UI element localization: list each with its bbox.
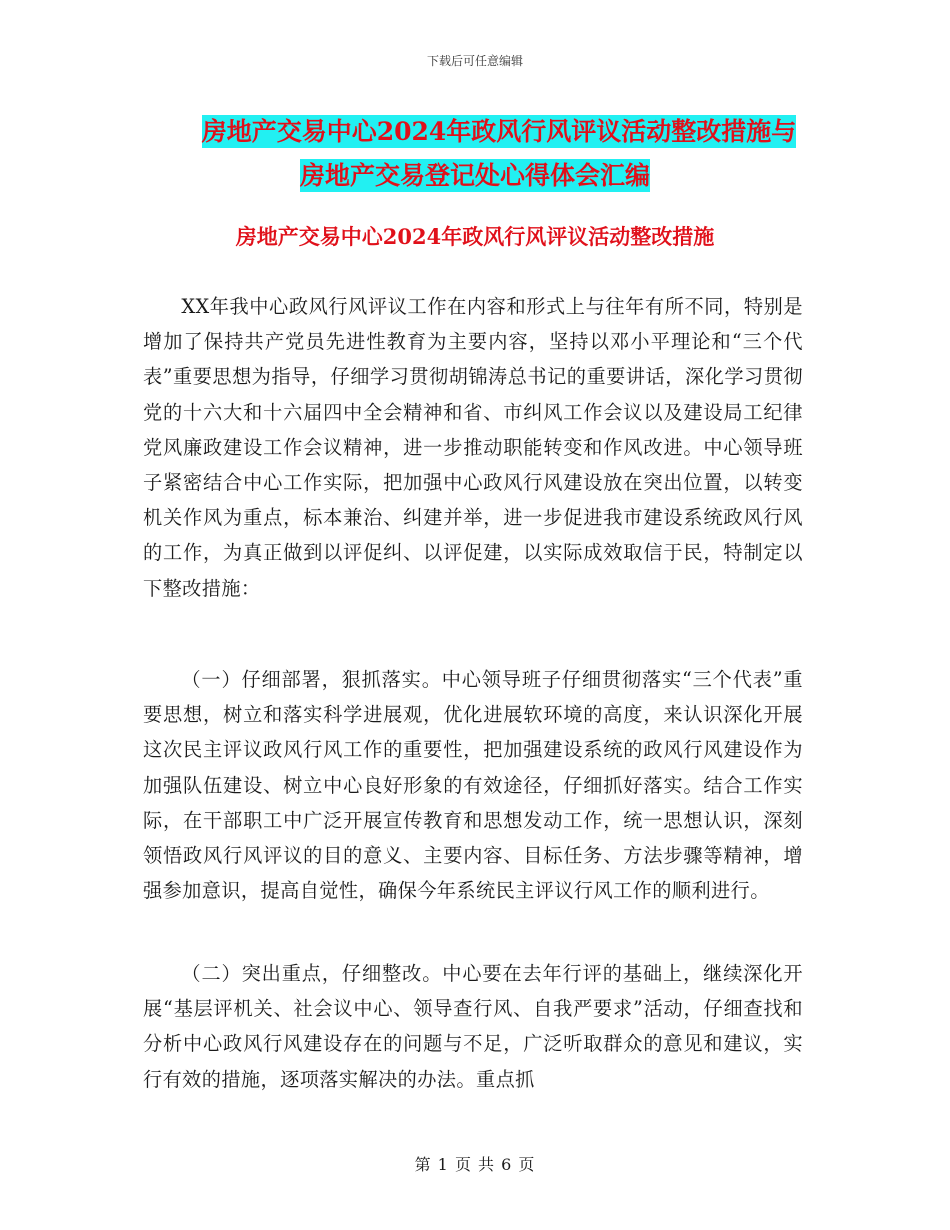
section-title: 房地产交易中心2024年政风行风评议活动整改措施 <box>235 224 715 249</box>
body-paragraph: XX年我中心政风行风评议工作在内容和形式上与往年有所不同，特别是增加了保持共产党员先进性教育为主要内容，坚持以邓小平理论和“三个代表”重要思想为指导，仔细学习贯彻胡锦涛总书记的重要讲话，深化学习贯彻党的十六大和十六届四中全会精神和省、市纠风工作会议以及建设局工纪律党风廉政建设工作会议精神，进一步推动职能转变和作风改进。中心领导班子紧密结合中心工作实际，把加强中心政风行风建设放在突出位置，以转变机关作风为重点，标本兼治、纠建并举，进一步促进我市建设系统政风行风的工作，为真正做到以评促纠、以评促建，以实际成效取信于民，特制定以下整改措施： <box>143 295 803 600</box>
body-paragraph-2-block <box>143 662 803 908</box>
header-note: 下载后可任意编辑 <box>426 54 523 68</box>
title-line-1: 房地产交易中心2024年政风行风评议活动整改措施与 <box>201 117 797 146</box>
body-paragraph: （一）仔细部署，狠抓落实。中心领导班子仔细贯彻落实“三个代表”重要思想，树立和落实科学进展观，优化进展软环境的高度，来认识深化开展这次民主评议政风行风工作的重要性，把加强建设系统的政风行风建设作为加强队伍建设、树立中心良好形象的有效途径，仔细抓好落实。结合工作实际，在干部职工中广泛开展宣传教育和思想发动工作，统一思想认识，深刻领悟政风行风评议的目的意义、主要内容、目标任务、方法步骤等精神，增强参加意识，提高自觉性，确保今年系统民主评议行风工作的顺利进行。 <box>143 668 803 903</box>
title-line-2: 房地产交易登记处心得体会汇编 <box>299 161 650 190</box>
body-paragraph-1-block <box>143 289 803 606</box>
body-paragraph-3-block <box>143 956 803 1097</box>
page-number: 第 1 页 共 6 页 <box>414 1155 536 1174</box>
body-paragraph: （二）突出重点，仔细整改。中心要在去年行评的基础上，继续深化开展“基层评机关、社会议中心、领导查行风、自我严要求”活动，仔细查找和分析中心政风行风建设存在的问题与不足，广泛听取群众的意见和建议，实行有效的措施，逐项落实解决的办法。重点抓 <box>143 962 803 1091</box>
document-title <box>0 110 950 198</box>
